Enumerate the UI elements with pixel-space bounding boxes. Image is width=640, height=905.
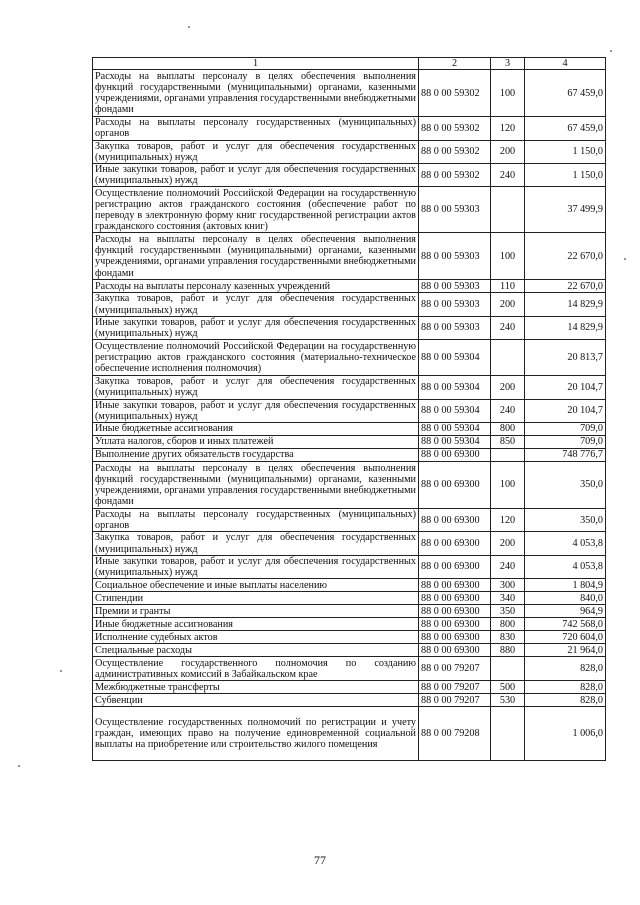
row-name: Расходы на выплаты персоналу казенных учреждений	[93, 280, 419, 293]
row-name: Расходы на выплаты персоналу в целях обеспечения выполнения функций государственными (муниципальными) органами, казенными учреждениями, органами управления государственными внебюджетными фондами	[93, 462, 419, 509]
row-code: 88 0 00 59304	[419, 340, 491, 376]
row-name: Расходы на выплаты персоналу государственных (муниципальных) органов	[93, 117, 419, 140]
scan-speck	[18, 765, 20, 767]
row-code: 88 0 00 69300	[419, 462, 491, 509]
row-amount: 350,0	[525, 462, 606, 509]
table-header-row	[93, 58, 606, 70]
row-amount: 20 104,7	[525, 376, 606, 399]
row-name: Специальные расходы	[93, 644, 419, 657]
row-amount: 67 459,0	[525, 117, 606, 140]
row-expense-type: 120	[491, 117, 525, 140]
table-row	[93, 579, 606, 592]
table-body	[93, 70, 606, 761]
row-name: Межбюджетные трансферты	[93, 681, 419, 694]
table-row	[93, 117, 606, 140]
row-name: Расходы на выплаты персоналу в целях обеспечения выполнения функций государственными (муниципальными) органами, казенными учреждениями, органами управления государственными внебюджетными фондами	[93, 233, 419, 280]
row-code: 88 0 00 79207	[419, 681, 491, 694]
row-name: Закупка товаров, работ и услуг для обеспечения государственных (муниципальных) нужд	[93, 532, 419, 555]
row-code: 88 0 00 69300	[419, 449, 491, 462]
row-code: 88 0 00 59303	[419, 293, 491, 316]
row-amount: 37 499,9	[525, 187, 606, 233]
row-name: Иные бюджетные ассигнования	[93, 618, 419, 631]
table-row	[93, 681, 606, 694]
row-amount: 1 006,0	[525, 707, 606, 761]
table-row	[93, 70, 606, 117]
header-col-3: 3	[491, 58, 525, 70]
row-amount: 4 053,8	[525, 555, 606, 578]
table-row	[93, 644, 606, 657]
row-amount: 22 670,0	[525, 233, 606, 280]
row-expense-type: 350	[491, 605, 525, 618]
row-expense-type: 800	[491, 618, 525, 631]
row-code: 88 0 00 59302	[419, 140, 491, 163]
row-amount: 4 053,8	[525, 532, 606, 555]
row-amount: 828,0	[525, 681, 606, 694]
row-code: 88 0 00 69300	[419, 605, 491, 618]
table-row	[93, 164, 606, 187]
table-row	[93, 509, 606, 532]
table-row	[93, 657, 606, 681]
row-expense-type: 240	[491, 316, 525, 339]
row-expense-type: 100	[491, 462, 525, 509]
row-name: Иные закупки товаров, работ и услуг для обеспечения государственных (муниципальных) нужд	[93, 164, 419, 187]
row-amount: 964,9	[525, 605, 606, 618]
table-row	[93, 340, 606, 376]
row-code: 88 0 00 69300	[419, 579, 491, 592]
header-col-2: 2	[419, 58, 491, 70]
row-code: 88 0 00 59302	[419, 70, 491, 117]
table-row	[93, 605, 606, 618]
row-code: 88 0 00 69300	[419, 509, 491, 532]
table-row	[93, 187, 606, 233]
row-code: 88 0 00 59304	[419, 399, 491, 422]
row-code: 88 0 00 59304	[419, 436, 491, 449]
header-col-1: 1	[93, 58, 419, 70]
row-expense-type	[491, 187, 525, 233]
row-amount: 840,0	[525, 592, 606, 605]
row-amount: 20 104,7	[525, 399, 606, 422]
table-row	[93, 592, 606, 605]
row-amount: 67 459,0	[525, 70, 606, 117]
row-amount: 1 150,0	[525, 140, 606, 163]
row-expense-type	[491, 707, 525, 761]
row-name: Осуществление полномочий Российской Федерации на государственную регистрацию актов гражданского состояния (обеспечение работ по переводу в электронную форму книг государственной регистрации актов гражданского состояния (актовых книг)	[93, 187, 419, 233]
row-name: Осуществление государственных полномочий по регистрации и учету граждан, имеющих право на получение единовременной социальной выплаты на приобретение или строительство жилого помещения	[93, 707, 419, 761]
row-code: 88 0 00 69300	[419, 555, 491, 578]
table-row	[93, 293, 606, 316]
row-expense-type: 200	[491, 140, 525, 163]
table-row	[93, 233, 606, 280]
scan-speck	[188, 26, 190, 28]
row-expense-type: 530	[491, 694, 525, 707]
row-expense-type	[491, 449, 525, 462]
row-code: 88 0 00 69300	[419, 644, 491, 657]
row-expense-type: 300	[491, 579, 525, 592]
row-amount: 350,0	[525, 509, 606, 532]
row-name: Закупка товаров, работ и услуг для обеспечения государственных (муниципальных) нужд	[93, 376, 419, 399]
row-code: 88 0 00 59303	[419, 233, 491, 280]
row-expense-type: 120	[491, 509, 525, 532]
row-code: 88 0 00 69300	[419, 618, 491, 631]
row-code: 88 0 00 59302	[419, 164, 491, 187]
row-amount: 709,0	[525, 436, 606, 449]
table-row	[93, 140, 606, 163]
row-name: Закупка товаров, работ и услуг для обеспечения государственных (муниципальных) нужд	[93, 293, 419, 316]
row-name: Иные бюджетные ассигнования	[93, 423, 419, 436]
row-name: Социальное обеспечение и иные выплаты населению	[93, 579, 419, 592]
table-row	[93, 423, 606, 436]
row-name: Иные закупки товаров, работ и услуг для обеспечения государственных (муниципальных) нужд	[93, 399, 419, 422]
row-name: Выполнение других обязательств государства	[93, 449, 419, 462]
row-code: 88 0 00 59304	[419, 423, 491, 436]
row-amount: 20 813,7	[525, 340, 606, 376]
table-row	[93, 631, 606, 644]
row-expense-type: 200	[491, 376, 525, 399]
scan-speck	[60, 670, 62, 672]
table-row	[93, 707, 606, 761]
table-row	[93, 376, 606, 399]
row-name: Исполнение судебных актов	[93, 631, 419, 644]
row-expense-type: 240	[491, 164, 525, 187]
table-row	[93, 449, 606, 462]
row-code: 88 0 00 79207	[419, 657, 491, 681]
table-row	[93, 436, 606, 449]
table-row	[93, 280, 606, 293]
row-expense-type: 200	[491, 293, 525, 316]
row-amount: 21 964,0	[525, 644, 606, 657]
table-row	[93, 618, 606, 631]
row-code: 88 0 00 69300	[419, 592, 491, 605]
row-name: Уплата налогов, сборов и иных платежей	[93, 436, 419, 449]
row-amount: 748 776,7	[525, 449, 606, 462]
row-name: Закупка товаров, работ и услуг для обеспечения государственных (муниципальных) нужд	[93, 140, 419, 163]
row-name: Стипендии	[93, 592, 419, 605]
row-amount: 720 604,0	[525, 631, 606, 644]
row-name: Иные закупки товаров, работ и услуг для обеспечения государственных (муниципальных) нужд	[93, 555, 419, 578]
row-expense-type: 500	[491, 681, 525, 694]
row-code: 88 0 00 59303	[419, 280, 491, 293]
row-name: Осуществление полномочий Российской Федерации на государственную регистрацию актов гражданского состояния (материально-техническое обеспечение исполнения полномочия)	[93, 340, 419, 376]
header-col-4: 4	[525, 58, 606, 70]
table-row	[93, 399, 606, 422]
table-row	[93, 532, 606, 555]
row-expense-type: 800	[491, 423, 525, 436]
row-name: Премии и гранты	[93, 605, 419, 618]
row-name: Расходы на выплаты персоналу в целях обеспечения выполнения функций государственными (муниципальными) органами, казенными учреждениями, органами управления государственными внебюджетными фондами	[93, 70, 419, 117]
row-amount: 14 829,9	[525, 316, 606, 339]
table-row	[93, 694, 606, 707]
row-expense-type: 110	[491, 280, 525, 293]
row-code: 88 0 00 59303	[419, 187, 491, 233]
row-code: 88 0 00 69300	[419, 631, 491, 644]
row-name: Расходы на выплаты персоналу государственных (муниципальных) органов	[93, 509, 419, 532]
page-number: 77	[314, 853, 326, 867]
row-code: 88 0 00 59303	[419, 316, 491, 339]
scan-speck	[610, 50, 612, 52]
row-expense-type: 830	[491, 631, 525, 644]
row-amount: 14 829,9	[525, 293, 606, 316]
row-amount: 1 150,0	[525, 164, 606, 187]
row-expense-type: 880	[491, 644, 525, 657]
row-amount: 828,0	[525, 657, 606, 681]
row-expense-type: 100	[491, 70, 525, 117]
budget-table	[92, 57, 606, 761]
row-code: 88 0 00 79207	[419, 694, 491, 707]
row-code: 88 0 00 69300	[419, 532, 491, 555]
row-code: 88 0 00 59302	[419, 117, 491, 140]
row-expense-type: 850	[491, 436, 525, 449]
row-code: 88 0 00 79208	[419, 707, 491, 761]
row-amount: 22 670,0	[525, 280, 606, 293]
table-row	[93, 316, 606, 339]
row-code: 88 0 00 59304	[419, 376, 491, 399]
row-amount: 742 568,0	[525, 618, 606, 631]
row-expense-type: 240	[491, 555, 525, 578]
row-expense-type	[491, 657, 525, 681]
row-expense-type	[491, 340, 525, 376]
row-expense-type: 100	[491, 233, 525, 280]
table-row	[93, 462, 606, 509]
row-expense-type: 340	[491, 592, 525, 605]
scan-speck	[624, 258, 626, 260]
table-row	[93, 555, 606, 578]
row-amount: 828,0	[525, 694, 606, 707]
row-name: Осуществление государственного полномочия по созданию административных комиссий в Забайкальском крае	[93, 657, 419, 681]
row-expense-type: 240	[491, 399, 525, 422]
row-name: Иные закупки товаров, работ и услуг для обеспечения государственных (муниципальных) нужд	[93, 316, 419, 339]
row-amount: 1 804,9	[525, 579, 606, 592]
row-expense-type: 200	[491, 532, 525, 555]
row-amount: 709,0	[525, 423, 606, 436]
row-name: Субвенции	[93, 694, 419, 707]
